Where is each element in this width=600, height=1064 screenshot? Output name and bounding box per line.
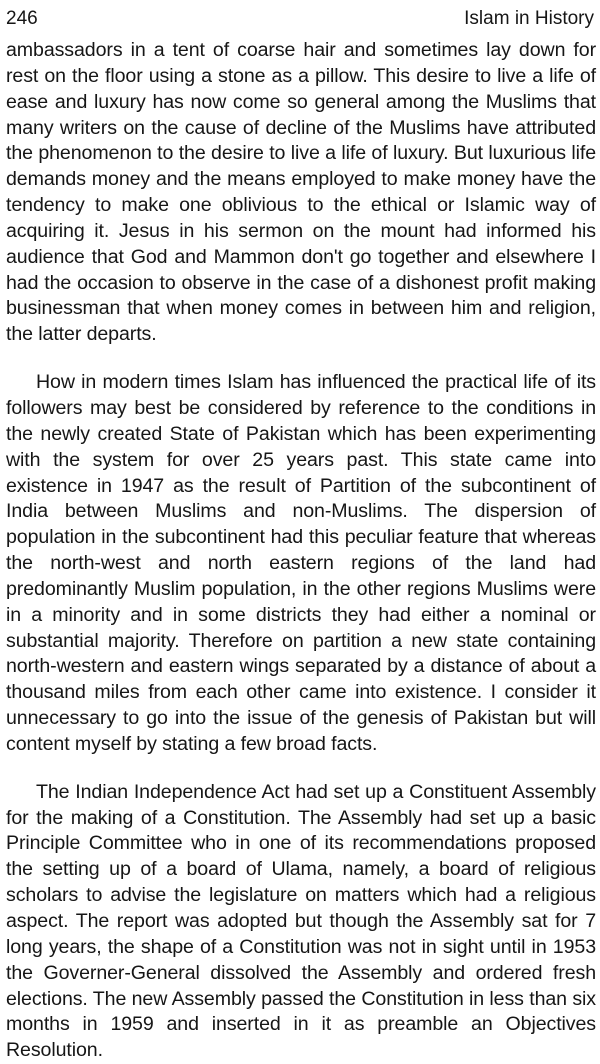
paragraph-continuation: ambassadors in a tent of coarse hair and sometimes lay down for rest on the floor using a stone as a pillow. This desire to live a life of ease and luxury has now come so general among the Muslims that many writers on the cause of decline of the Muslims have attributed the phenomenon to the desire to live a life of luxury. But luxurious life demands money and the means employed to make money have the tendency to make one oblivious to the ethical or Islamic way of acquiring it. Jesus in his sermon on the mount had informed his audience that God and Mammon don't go together and elsewhere I had the occasion to observe in the case of a dishonest profit making businessman that when money comes in between him and religion, the latter departs. — [6, 39, 596, 346]
book-title: Islam in History — [464, 8, 594, 29]
page-number: 246 — [6, 8, 38, 29]
body-text — [6, 38, 596, 1064]
paragraph-pakistan: How in modern times Islam has influenced the practical life of its followers may best be considered by reference to the conditions in the newly created State of Pakistan which has been experimenting with the system for over 25 years past. This state came into existence in 1947 as the result of Partition of the subcontinent of India between Muslims and non-Muslims. The dispersion of population in the subcontinent had this peculiar feature that whereas the north-west and north eastern regions of the land had predominantly Muslim population, in the other regions Muslims were in a minority and in some districts they had either a nominal or substantial majority. Therefore on partition a new state containing north-western and eastern wings separated by a distance of about a thousand miles from each other came into existence. I consider it unnecessary to go into the issue of the genesis of Pakistan but will content myself by stating a few broad facts. — [6, 371, 596, 755]
running-header — [6, 0, 596, 38]
paragraph-constitution: The Indian Independence Act had set up a Constituent Assembly for the making of a Constitution. The Assembly had set up a basic Principle Committee who in one of its recommendations proposed the setting up of a board of Ulama, namely, a board of religious scholars to advise the legislature on matters which had a religious aspect. The report was adopted but though the Assembly sat for 7 long years, the shape of a Constitution was not in sight until in 1953 the Governer-General dissolved the Assembly and ordered fresh elections. The new Assembly passed the Constitution in less than six months in 1959 and inserted in it as preamble an Objectives Resolution. — [6, 780, 596, 1062]
